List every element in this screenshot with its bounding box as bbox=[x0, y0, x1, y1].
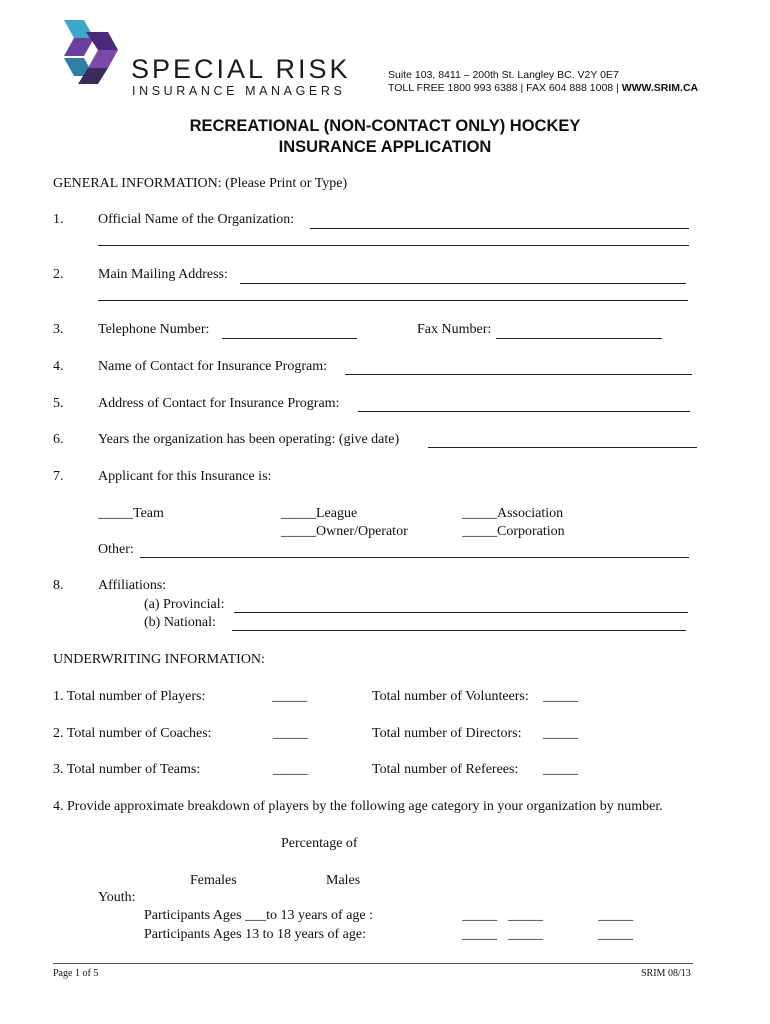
telephone-label: Telephone Number: bbox=[98, 322, 210, 337]
provincial-label: (a) Provincial: bbox=[144, 597, 225, 612]
option-league[interactable]: _____League bbox=[281, 506, 358, 521]
referees-field[interactable]: _____ bbox=[543, 762, 578, 777]
contact-name-field[interactable] bbox=[345, 374, 692, 375]
item-number: 2. bbox=[53, 267, 64, 282]
percentage-of-heading: Percentage of bbox=[281, 836, 358, 851]
contact-name-label: Name of Contact for Insurance Program: bbox=[98, 359, 327, 374]
underwriting-heading: UNDERWRITING INFORMATION: bbox=[53, 652, 265, 667]
other-label: Other: bbox=[98, 542, 134, 557]
fax-label: Fax Number: bbox=[417, 322, 492, 337]
option-owner-operator[interactable]: _____Owner/Operator bbox=[281, 524, 408, 539]
item-number: 5. bbox=[53, 396, 64, 411]
ages-row-1-age-field[interactable]: ___ bbox=[245, 908, 267, 923]
mailing-address-field[interactable] bbox=[240, 283, 686, 284]
affiliations-label: Affiliations: bbox=[98, 578, 167, 593]
option-association[interactable]: _____Association bbox=[462, 506, 564, 521]
ages-row-1-prefix: Participants Ages bbox=[144, 908, 246, 923]
mailing-address-field-2[interactable] bbox=[98, 300, 688, 301]
footer-divider bbox=[53, 963, 693, 964]
page-number: Page 1 of 5 bbox=[53, 968, 99, 979]
ages-row-1-females-field[interactable]: _____ bbox=[462, 908, 497, 923]
males-heading: Males bbox=[326, 873, 361, 888]
contact-address-label: Address of Contact for Insurance Program: bbox=[98, 396, 340, 411]
org-name-field-2[interactable] bbox=[98, 245, 689, 246]
players-label: 1. Total number of Players: bbox=[53, 689, 206, 704]
teams-field[interactable]: _____ bbox=[273, 762, 308, 777]
option-corporation[interactable]: _____Corporation bbox=[462, 524, 565, 539]
directors-field[interactable]: _____ bbox=[543, 726, 578, 741]
referees-label: Total number of Referees: bbox=[372, 762, 519, 777]
females-heading: Females bbox=[190, 873, 237, 888]
volunteers-field[interactable]: _____ bbox=[543, 689, 578, 704]
item-number: 6. bbox=[53, 432, 64, 447]
org-name-field[interactable] bbox=[310, 228, 689, 229]
age-breakdown-question: 4. Provide approximate breakdown of players by the following age category in your organization by number. bbox=[53, 799, 663, 814]
youth-label: Youth: bbox=[98, 890, 136, 905]
coaches-label: 2. Total number of Coaches: bbox=[53, 726, 212, 741]
provincial-field[interactable] bbox=[234, 612, 688, 613]
telephone-field[interactable] bbox=[222, 338, 357, 339]
form-code: SRIM 08/13 bbox=[641, 968, 691, 979]
volunteers-label: Total number of Volunteers: bbox=[372, 689, 529, 704]
address-line-1: Suite 103, 8411 – 200th St. Langley BC. V2Y 0E7 bbox=[388, 69, 619, 81]
logo-name: SPECIAL RISK bbox=[131, 54, 351, 84]
national-field[interactable] bbox=[232, 630, 686, 631]
org-name-label: Official Name of the Organization: bbox=[98, 212, 295, 227]
years-operating-field[interactable] bbox=[428, 447, 697, 448]
years-operating-label: Years the organization has been operating: (give date) bbox=[98, 432, 400, 447]
logo-subtitle: INSURANCE MANAGERS bbox=[132, 84, 346, 98]
item-number: 7. bbox=[53, 469, 64, 484]
item-number: 1. bbox=[53, 212, 64, 227]
contact-numbers: TOLL FREE 1800 993 6388 | FAX 604 888 1008 | bbox=[388, 82, 622, 94]
directors-label: Total number of Directors: bbox=[372, 726, 522, 741]
ages-row-2-females-field[interactable]: _____ bbox=[462, 927, 497, 942]
ages-row-1-percent-field[interactable]: _____ bbox=[598, 908, 633, 923]
contact-address-field[interactable] bbox=[358, 411, 690, 412]
ages-row-1-suffix: to 13 years of age : bbox=[266, 908, 374, 923]
fax-field[interactable] bbox=[496, 338, 662, 339]
website-link[interactable]: WWW.SRIM.CA bbox=[621, 82, 699, 94]
ages-row-2-percent-field[interactable]: _____ bbox=[598, 927, 633, 942]
teams-label: 3. Total number of Teams: bbox=[53, 762, 201, 777]
item-number: 8. bbox=[53, 578, 64, 593]
form-title-line-2: INSURANCE APPLICATION bbox=[278, 138, 492, 156]
applicant-type-label: Applicant for this Insurance is: bbox=[98, 469, 272, 484]
form-title-line-1: RECREATIONAL (NON-CONTACT ONLY) HOCKEY bbox=[189, 117, 581, 135]
coaches-field[interactable]: _____ bbox=[273, 726, 308, 741]
item-number: 4. bbox=[53, 359, 64, 374]
ages-row-1-label bbox=[144, 908, 373, 924]
ages-row-2-males-field[interactable]: _____ bbox=[508, 927, 543, 942]
item-number: 3. bbox=[53, 322, 64, 337]
players-field[interactable]: _____ bbox=[272, 689, 307, 704]
srim-logo-mark bbox=[58, 18, 124, 86]
national-label: (b) National: bbox=[144, 615, 216, 630]
ages-row-1-males-field[interactable]: _____ bbox=[508, 908, 543, 923]
general-info-heading: GENERAL INFORMATION: (Please Print or Type) bbox=[53, 176, 348, 191]
ages-row-2-label: Participants Ages 13 to 18 years of age: bbox=[144, 927, 367, 942]
mailing-address-label: Main Mailing Address: bbox=[98, 267, 228, 282]
address-line-2 bbox=[388, 82, 698, 94]
other-field[interactable] bbox=[140, 557, 689, 558]
option-team[interactable]: _____Team bbox=[98, 506, 164, 521]
